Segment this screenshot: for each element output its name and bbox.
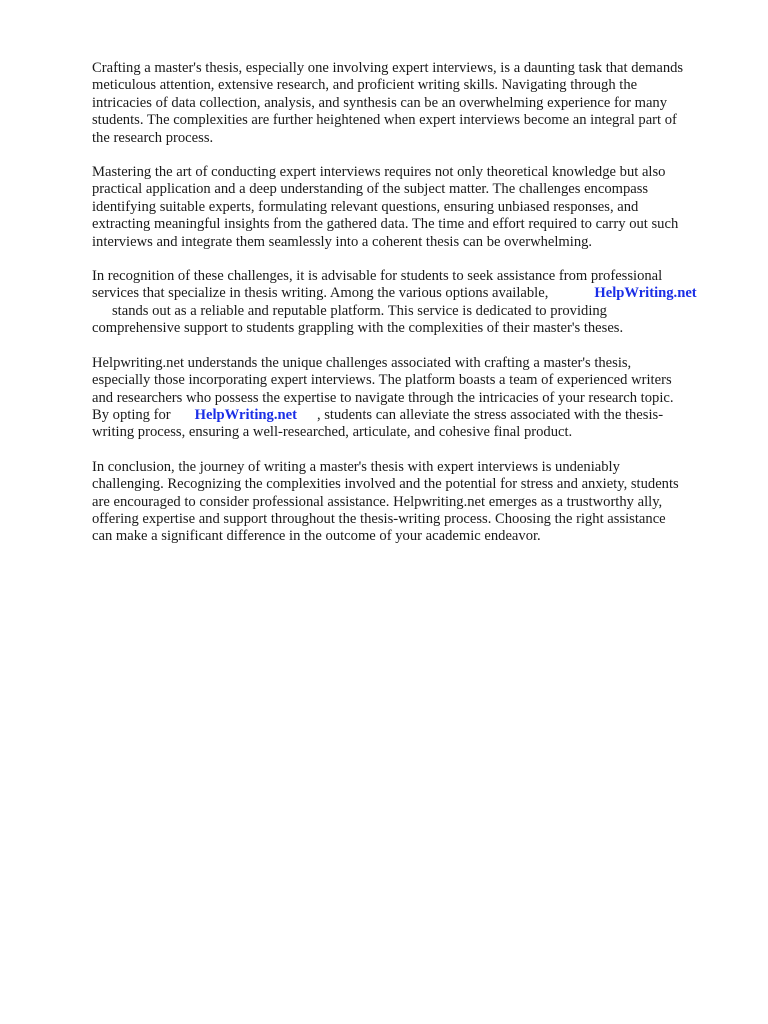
text-line: offering expertise and support throughout the thesis-writing process. Choosing the right assistance — [92, 510, 666, 527]
text-segment: services that specialize in thesis writing. Among the various options available, — [92, 285, 549, 302]
text-line: intricacies of data collection, analysis, and synthesis can be an overwhelming experience for many — [92, 94, 668, 111]
text-line — [92, 407, 722, 424]
text-line: comprehensive support to students grappling with the complexities of their master's theses. — [92, 320, 624, 337]
text-line: are encouraged to consider professional assistance. Helpwriting.net emerges as a trustworthy ally, — [92, 493, 663, 510]
text-segment: stands out as a reliable and reputable platform. This service is dedicated to providing — [112, 302, 607, 319]
text-line: practical application and a deep understanding of the subject matter. The challenges encompass — [92, 181, 649, 198]
text-line: the research process. — [92, 129, 214, 146]
text-line: writing process, ensuring a well-researched, articulate, and cohesive final product. — [92, 424, 573, 441]
paragraph-recognition — [92, 268, 722, 338]
text-segment: , students can alleviate the stress associated with the thesis- — [316, 406, 664, 423]
text-line: can make a significant difference in the outcome of your academic endeavor. — [92, 528, 541, 545]
text-line: meticulous attention, extensive research, and proficient writing skills. Navigating through the — [92, 77, 638, 94]
text-line: In conclusion, the journey of writing a master's thesis with expert interviews is undeniably — [92, 458, 620, 475]
document-body — [92, 60, 722, 563]
helpwriting-link[interactable]: HelpWriting.net — [594, 285, 697, 302]
text-line: Mastering the art of conducting expert interviews requires not only theoretical knowledge but also — [92, 164, 666, 181]
paragraph-challenges — [92, 164, 722, 251]
paragraph-intro — [92, 60, 722, 147]
text-line: Helpwriting.net understands the unique challenges associated with crafting a master's thesis, — [92, 354, 632, 371]
text-line: and researchers who possess the expertise to navigate through the intricacies of your research topic. — [92, 389, 674, 406]
text-line — [92, 285, 722, 302]
text-line: interviews and integrate them seamlessly into a coherent thesis can be overwhelming. — [92, 233, 593, 250]
text-line: extracting meaningful insights from the gathered data. The time and effort required to carry out such — [92, 216, 679, 233]
paragraph-conclusion — [92, 459, 722, 546]
text-line: In recognition of these challenges, it is advisable for students to seek assistance from professional — [92, 268, 663, 285]
paragraph-helpwriting — [92, 355, 722, 442]
text-line: Crafting a master's thesis, especially one involving expert interviews, is a daunting task that demands — [92, 60, 684, 76]
text-line: identifying suitable experts, formulating relevant questions, ensuring unbiased responses, and — [92, 198, 639, 215]
text-line — [92, 303, 722, 320]
text-line: students. The complexities are further heightened when expert interviews become an integral part of — [92, 112, 677, 129]
text-segment: By opting for — [92, 406, 171, 423]
text-line: challenging. Recognizing the complexities involved and the potential for stress and anxiety, students — [92, 476, 679, 493]
text-line: especially those incorporating expert interviews. The platform boasts a team of experienced writers — [92, 372, 672, 389]
helpwriting-link[interactable]: HelpWriting.net — [194, 406, 297, 423]
